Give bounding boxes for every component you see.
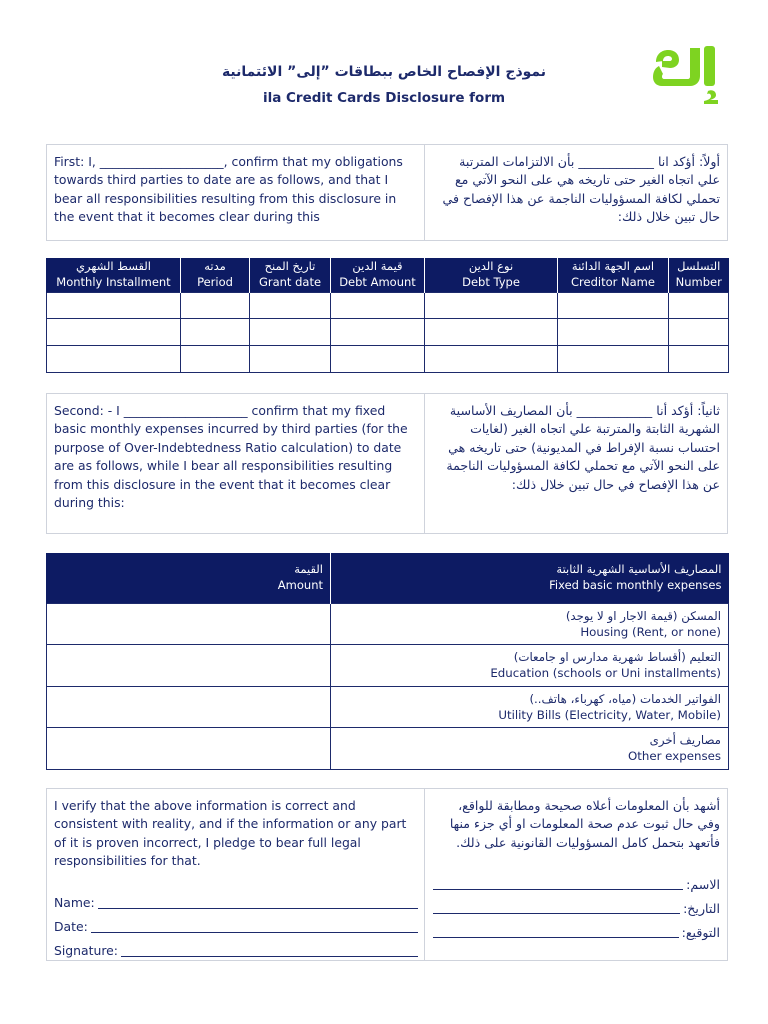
name-field-en[interactable]: Name: xyxy=(54,889,418,913)
amount-input-education[interactable] xyxy=(47,645,331,687)
amount-input-housing[interactable] xyxy=(47,603,331,645)
expense-education: التعليم (أقساط شهرية مدارس او جامعات) Education (schools or Uni installments) xyxy=(331,645,729,687)
expenses-statement-ar: ثانياً: أؤكد أنا ____________ بأن المصاريف الأساسية الشهرية الثابتة والمترتبة علي اتجاه الغير (لغايات احتساب نسبة الإفراط في المديونية) حتى تاريخه هي على النحو الآتي مع تحملي لكافة المسؤوليات الناجمة عن هذا الإفصاح في حال تبين خلال ذلك: xyxy=(446,403,720,492)
col-fixed-expenses: المصاريف الأساسية الشهرية الثابتة Fixed basic monthly expenses xyxy=(331,553,729,603)
svg-text:إلى: إلى xyxy=(652,29,675,48)
table-cell[interactable] xyxy=(47,292,181,319)
form-title-english: ila Credit Cards Disclosure form xyxy=(262,90,506,106)
expense-utilities: الفواتير الخدمات (مياه، كهرباء، هاتف..) Utility Bills (Electricity, Water, Mobile) xyxy=(331,686,729,728)
expenses-table-header xyxy=(47,553,729,603)
verification-text-en: I verify that the above information is correct and consistent with reality, and if the information or any part of it is proven incorrect, I pledge to bear full legal responsibilities for that. xyxy=(54,798,407,869)
table-cell[interactable] xyxy=(181,319,250,346)
expense-housing: المسكن (قيمة الاجار او لا يوجد) Housing (Rent, or none) xyxy=(331,603,729,645)
form-title-arabic: نموذج الإفصاح الخاص ببطاقات ”إلى” الائتمانية xyxy=(221,64,547,80)
obligations-statement-ar: أولاً: أؤكد انا ____________ بأن الالتزامات المترتبة علي اتجاه الغير حتى تاريخه هي على النحو الآتي مع تحملي لكافة المسؤوليات الناجمة عن هذا الإفصاح في حال تبين خلال ذلك: xyxy=(442,154,720,225)
ila-logo xyxy=(652,29,724,106)
table-row xyxy=(47,645,729,687)
obligations-statement-box xyxy=(46,144,728,241)
table-cell[interactable] xyxy=(558,319,669,346)
table-cell[interactable] xyxy=(47,319,181,346)
table-cell[interactable] xyxy=(669,345,729,372)
signature-field-ar[interactable]: التوقيع: xyxy=(433,918,720,942)
table-cell[interactable] xyxy=(558,345,669,372)
col-creditor-name: اسم الجهة الدائنة Creditor Name xyxy=(558,258,669,292)
table-cell[interactable] xyxy=(47,345,181,372)
table-row xyxy=(47,686,729,728)
table-cell[interactable] xyxy=(250,292,331,319)
debt-table xyxy=(46,258,729,373)
table-cell[interactable] xyxy=(331,345,425,372)
expenses-statement-box xyxy=(46,393,728,534)
table-row xyxy=(47,728,729,770)
expense-other: مصاريف أخرى Other expenses xyxy=(331,728,729,770)
col-grant-date: تاريخ المنح Grant date xyxy=(250,258,331,292)
debt-table-header xyxy=(47,258,729,292)
col-debt-type: نوع الدين Debt Type xyxy=(425,258,558,292)
col-debt-amount: قيمة الدين Debt Amount xyxy=(331,258,425,292)
verification-ar xyxy=(425,789,727,960)
verification-box xyxy=(46,788,728,961)
col-period: مدته Period xyxy=(181,258,250,292)
col-number: التسلسل Number xyxy=(669,258,729,292)
col-amount: القيمة Amount xyxy=(47,553,331,603)
col-monthly-installment: القسط الشهري Monthly Installment xyxy=(47,258,181,292)
amount-input-utilities[interactable] xyxy=(47,686,331,728)
table-row xyxy=(47,319,729,346)
date-field-ar[interactable]: التاريخ: xyxy=(433,894,720,918)
table-cell[interactable] xyxy=(425,345,558,372)
table-cell[interactable] xyxy=(181,292,250,319)
name-field-ar[interactable]: الاسم: xyxy=(433,870,720,894)
table-cell[interactable] xyxy=(558,292,669,319)
table-row xyxy=(47,292,729,319)
date-field-en[interactable]: Date: xyxy=(54,913,418,937)
table-cell[interactable] xyxy=(181,345,250,372)
table-cell[interactable] xyxy=(669,319,729,346)
table-cell[interactable] xyxy=(250,319,331,346)
signature-field-en[interactable]: Signature: xyxy=(54,937,418,961)
table-cell[interactable] xyxy=(425,292,558,319)
table-row xyxy=(47,345,729,372)
amount-input-other[interactable] xyxy=(47,728,331,770)
expenses-statement-en: Second: - I ____________________ confirm that my fixed basic monthly expenses incurred by third parties (for the purpose of Over-Indebtedness Ratio calculation) to date are as follows, while I bear all responsibilities resulting from this disclosure in the event that it becomes clear during this: xyxy=(47,394,425,533)
table-cell[interactable] xyxy=(331,292,425,319)
verification-text-ar: أشهد بأن المعلومات أعلاه صحيحة ومطابقة للواقع، وفي حال ثبوت عدم صحة المعلومات او أي جزء منها فأتعهد بتحمل كامل المسؤوليات القانونية على ذلك. xyxy=(449,798,720,850)
expenses-table xyxy=(46,553,729,770)
table-cell[interactable] xyxy=(669,292,729,319)
table-cell[interactable] xyxy=(425,319,558,346)
verification-en xyxy=(47,789,425,960)
table-cell[interactable] xyxy=(331,319,425,346)
table-row xyxy=(47,603,729,645)
obligations-statement-en: First: I, ____________________, confirm that my obligations towards third parties to date are as follows, and that I bear all responsibilities resulting from this disclosure in the event that it becomes clear during this xyxy=(47,145,425,240)
table-cell[interactable] xyxy=(250,345,331,372)
